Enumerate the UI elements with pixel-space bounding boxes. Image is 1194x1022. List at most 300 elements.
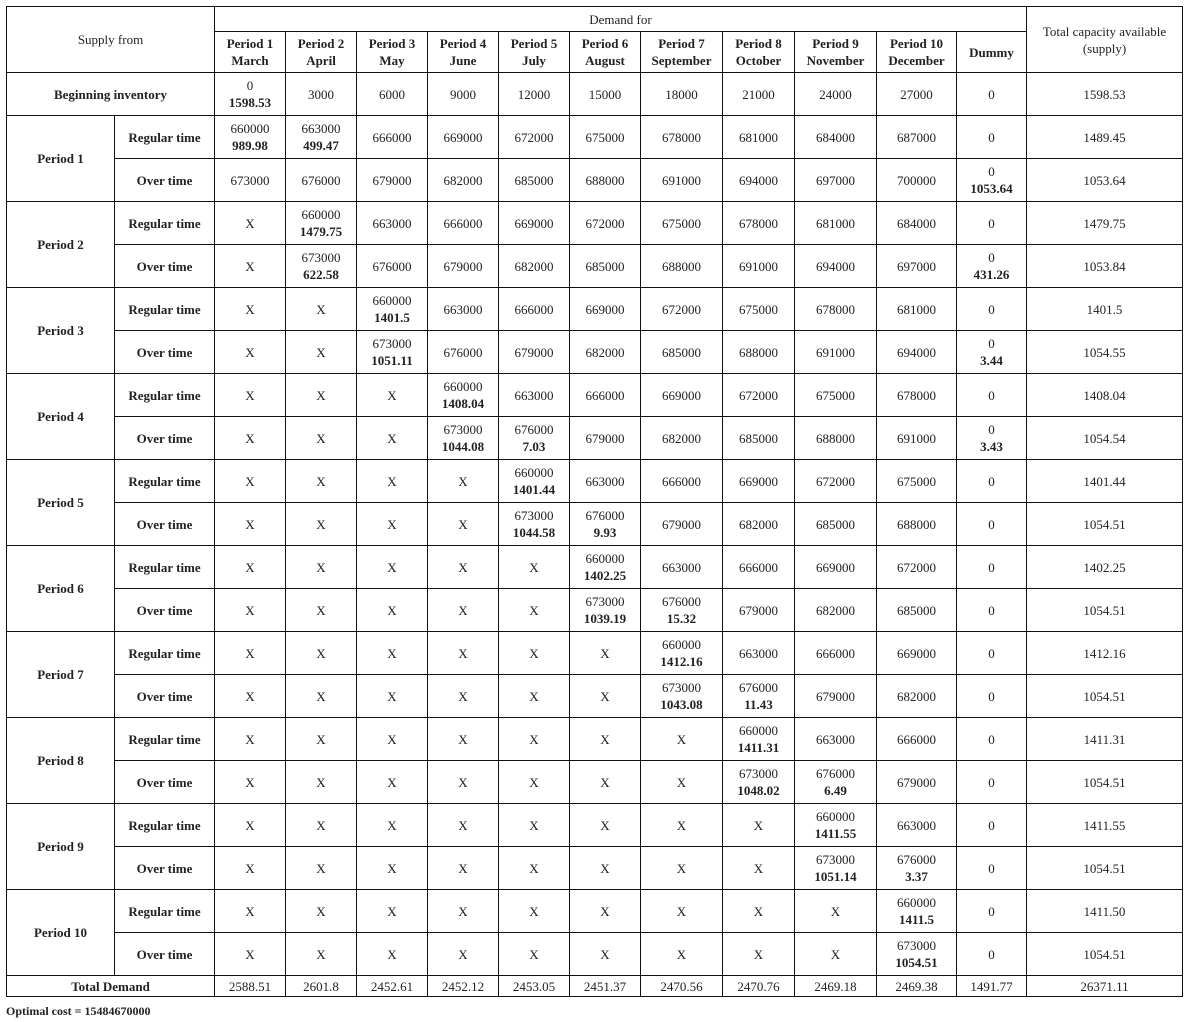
column-header: [215, 32, 286, 73]
column-header: [428, 32, 499, 73]
supply-row: [7, 718, 1183, 761]
unit-cost: X: [245, 344, 255, 360]
allocation-value: 1408.04: [441, 396, 485, 411]
unit-cost: 21000: [742, 86, 775, 102]
unit-cost: X: [600, 903, 610, 919]
cost-cell: [286, 847, 357, 890]
demand-total-cell: 1491.77: [957, 976, 1027, 997]
cost-cell: [286, 933, 357, 976]
cost-cell: [723, 589, 795, 632]
unit-cost: 660000: [897, 895, 936, 910]
unit-cost: 679000: [514, 344, 554, 360]
cost-cell: [428, 675, 499, 718]
unit-cost: X: [316, 903, 326, 919]
cost-cell: [357, 159, 428, 202]
cost-cell: [957, 159, 1027, 202]
demand-total-cell: 2452.61: [357, 976, 428, 997]
column-period-label: Period 10: [889, 36, 944, 51]
cost-cell: [723, 374, 795, 417]
cost-cell: [357, 202, 428, 245]
cost-cell: [499, 374, 570, 417]
cost-cell: [641, 890, 723, 933]
unit-cost: X: [387, 516, 397, 532]
unit-cost: 688000: [585, 172, 625, 188]
cost-cell: [877, 933, 957, 976]
unit-cost: 682000: [739, 516, 778, 532]
cost-cell: [286, 374, 357, 417]
unit-cost: 682000: [514, 258, 554, 274]
cost-cell: [428, 374, 499, 417]
unit-cost: X: [676, 817, 687, 833]
cost-cell: [877, 503, 957, 546]
unit-cost: 697000: [816, 172, 855, 188]
unit-cost: 660000: [301, 207, 341, 222]
capacity-cell: 1401.44: [1027, 460, 1183, 503]
cost-cell: [286, 632, 357, 675]
cost-cell: [570, 546, 641, 589]
unit-cost: 669000: [897, 645, 936, 661]
cost-cell: [215, 460, 286, 503]
cost-cell: [215, 933, 286, 976]
cost-cell: [795, 718, 877, 761]
unit-cost: 676000: [301, 172, 341, 188]
unit-cost: X: [245, 860, 255, 876]
unit-cost: 0: [988, 336, 995, 351]
unit-cost: X: [387, 817, 397, 833]
cost-cell: [215, 374, 286, 417]
cost-cell: [499, 546, 570, 589]
supply-row: [7, 288, 1183, 331]
unit-cost: 660000: [443, 379, 483, 394]
cost-cell: [723, 933, 795, 976]
cost-cell: [723, 546, 795, 589]
column-month-label: June: [449, 53, 477, 68]
unit-cost: 660000: [372, 293, 412, 308]
unit-cost: 685000: [585, 258, 625, 274]
cost-cell: [877, 632, 957, 675]
cost-cell: [357, 374, 428, 417]
demand-total-cell: 2470.76: [723, 976, 795, 997]
allocation-value: 1054.51: [895, 955, 938, 970]
unit-cost: X: [245, 688, 255, 704]
unit-cost: 678000: [897, 387, 936, 403]
cost-cell: [570, 116, 641, 159]
unit-cost: X: [830, 946, 841, 962]
unit-cost: 0: [988, 602, 995, 618]
cost-cell: [957, 804, 1027, 847]
cost-cell: [499, 804, 570, 847]
unit-cost: 0: [988, 817, 995, 833]
cost-cell: [499, 890, 570, 933]
unit-cost: X: [676, 731, 687, 747]
unit-cost: 685000: [816, 516, 855, 532]
column-month-label: September: [651, 53, 712, 68]
unit-cost: 666000: [662, 473, 701, 489]
allocation-value: 1044.08: [441, 439, 485, 454]
cost-cell: [877, 331, 957, 374]
cost-cell: [570, 73, 641, 116]
unit-cost: 688000: [897, 516, 936, 532]
demand-total-cell: 2469.38: [877, 976, 957, 997]
demand-total-cell: 2601.8: [286, 976, 357, 997]
unit-cost: X: [753, 903, 764, 919]
cost-cell: [877, 761, 957, 804]
unit-cost: 681000: [739, 129, 778, 145]
allocation-value: 11.43: [744, 697, 773, 712]
allocation-value: 1411.5: [898, 912, 935, 927]
unit-cost: 679000: [897, 774, 936, 790]
unit-cost: X: [753, 946, 764, 962]
unit-cost: 675000: [662, 215, 701, 231]
unit-cost: 672000: [816, 473, 855, 489]
cost-cell: [723, 804, 795, 847]
allocation-value: 1411.31: [737, 740, 780, 755]
unit-cost: X: [316, 731, 326, 747]
demand-total-cell: 2451.37: [570, 976, 641, 997]
cost-cell: [428, 589, 499, 632]
allocation-value: 1479.75: [299, 224, 343, 239]
cost-cell: [215, 503, 286, 546]
cost-cell: [286, 503, 357, 546]
cost-cell: [641, 288, 723, 331]
demand-total-cell: 2453.05: [499, 976, 570, 997]
cost-cell: [641, 245, 723, 288]
cost-cell: [286, 675, 357, 718]
unit-cost: 663000: [897, 817, 936, 833]
allocation-value: 1043.08: [660, 697, 703, 712]
cost-cell: [723, 159, 795, 202]
unit-cost: 682000: [816, 602, 855, 618]
unit-cost: 0: [988, 688, 995, 704]
cost-cell: [957, 202, 1027, 245]
time-type-label: Regular time: [115, 460, 215, 503]
allocation-value: 431.26: [973, 267, 1010, 282]
unit-cost: X: [245, 903, 255, 919]
allocation-value: 1048.02: [737, 783, 780, 798]
time-type-label: Regular time: [115, 718, 215, 761]
unit-cost: X: [316, 602, 326, 618]
unit-cost: X: [529, 946, 539, 962]
unit-cost: 0: [988, 903, 995, 919]
cost-cell: [957, 546, 1027, 589]
cost-cell: [795, 503, 877, 546]
allocation-value: 3.43: [980, 439, 1003, 454]
cost-cell: [286, 460, 357, 503]
cost-cell: [641, 503, 723, 546]
unit-cost: 663000: [662, 559, 701, 575]
cost-cell: [499, 288, 570, 331]
unit-cost: X: [529, 731, 539, 747]
unit-cost: X: [316, 860, 326, 876]
transportation-table: [6, 6, 1183, 997]
cost-cell: [723, 116, 795, 159]
cost-cell: [499, 933, 570, 976]
unit-cost: X: [676, 903, 687, 919]
cost-cell: [215, 417, 286, 460]
unit-cost: 691000: [662, 172, 701, 188]
unit-cost: 673000: [585, 594, 625, 609]
cost-cell: [570, 202, 641, 245]
column-period-label: Dummy: [969, 44, 1014, 60]
unit-cost: 663000: [372, 215, 412, 231]
unit-cost: 685000: [514, 172, 554, 188]
cost-cell: [795, 847, 877, 890]
cost-cell: [877, 288, 957, 331]
cost-cell: [215, 675, 286, 718]
capacity-cell: 1412.16: [1027, 632, 1183, 675]
cost-cell: [570, 503, 641, 546]
unit-cost: X: [245, 817, 255, 833]
cost-cell: [957, 73, 1027, 116]
unit-cost: X: [387, 473, 397, 489]
unit-cost: X: [316, 688, 326, 704]
period-label: Period 4: [7, 374, 115, 460]
cost-cell: [357, 761, 428, 804]
column-month-label: April: [306, 53, 336, 68]
unit-cost: 660000: [230, 121, 270, 136]
total-demand-row: [7, 976, 1183, 997]
cost-cell: [499, 331, 570, 374]
cost-cell: [499, 718, 570, 761]
cost-cell: [570, 374, 641, 417]
allocation-value: 1401.44: [512, 482, 556, 497]
time-type-label: Over time: [115, 761, 215, 804]
unit-cost: X: [458, 473, 468, 489]
unit-cost: 663000: [585, 473, 625, 489]
supply-row: [7, 331, 1183, 374]
cost-cell: [957, 460, 1027, 503]
cost-cell: [957, 890, 1027, 933]
unit-cost: X: [316, 559, 326, 575]
unit-cost: X: [600, 774, 610, 790]
cost-cell: [428, 718, 499, 761]
cost-cell: [570, 159, 641, 202]
cost-cell: [723, 718, 795, 761]
cost-cell: [570, 589, 641, 632]
cost-cell: [357, 116, 428, 159]
cost-cell: [877, 116, 957, 159]
unit-cost: X: [458, 516, 468, 532]
demand-total-cell: 2470.56: [641, 976, 723, 997]
column-month-label: August: [585, 53, 625, 68]
cost-cell: [957, 374, 1027, 417]
beginning-inventory-row: [7, 73, 1183, 116]
cost-cell: [957, 847, 1027, 890]
column-month-label: July: [522, 53, 546, 68]
unit-cost: 672000: [739, 387, 778, 403]
cost-cell: [641, 159, 723, 202]
unit-cost: 691000: [739, 258, 778, 274]
unit-cost: 679000: [662, 516, 701, 532]
unit-cost: 688000: [739, 344, 778, 360]
cost-cell: [795, 73, 877, 116]
unit-cost: 673000: [230, 172, 270, 188]
unit-cost: 663000: [443, 301, 483, 317]
cost-cell: [795, 632, 877, 675]
unit-cost: 684000: [816, 129, 855, 145]
unit-cost: X: [245, 301, 255, 317]
unit-cost: 678000: [739, 215, 778, 231]
period-label: Period 2: [7, 202, 115, 288]
cost-cell: [286, 245, 357, 288]
unit-cost: X: [458, 559, 468, 575]
period-label: Period 9: [7, 804, 115, 890]
column-header: [957, 32, 1027, 73]
unit-cost: 669000: [443, 129, 483, 145]
cost-cell: [641, 202, 723, 245]
capacity-cell: 1402.25: [1027, 546, 1183, 589]
column-header: [723, 32, 795, 73]
unit-cost: X: [245, 946, 255, 962]
unit-cost: X: [676, 774, 687, 790]
cost-cell: [570, 632, 641, 675]
cost-cell: [570, 804, 641, 847]
unit-cost: X: [458, 817, 468, 833]
cost-cell: [723, 675, 795, 718]
time-type-label: Over time: [115, 847, 215, 890]
unit-cost: 673000: [514, 508, 554, 523]
column-header: [795, 32, 877, 73]
unit-cost: 685000: [739, 430, 778, 446]
allocation-value: 3.44: [980, 353, 1003, 368]
cost-cell: [499, 202, 570, 245]
unit-cost: X: [676, 946, 687, 962]
unit-cost: 700000: [897, 172, 936, 188]
unit-cost: X: [458, 688, 468, 704]
cost-cell: [428, 890, 499, 933]
allocation-value: 9.93: [593, 525, 617, 540]
cost-cell: [357, 245, 428, 288]
column-period-label: Period 3: [368, 36, 416, 51]
unit-cost: 675000: [585, 129, 625, 145]
unit-cost: 673000: [739, 766, 778, 781]
capacity-cell: 1408.04: [1027, 374, 1183, 417]
cost-cell: [215, 890, 286, 933]
unit-cost: X: [245, 430, 255, 446]
cost-cell: [428, 503, 499, 546]
cost-cell: [215, 761, 286, 804]
cost-cell: [499, 460, 570, 503]
cost-cell: [723, 890, 795, 933]
unit-cost: 0: [988, 301, 995, 317]
cost-cell: [428, 73, 499, 116]
cost-cell: [641, 847, 723, 890]
cost-cell: [723, 245, 795, 288]
unit-cost: 694000: [897, 344, 936, 360]
unit-cost: X: [245, 473, 255, 489]
unit-cost: X: [387, 559, 397, 575]
cost-cell: [286, 116, 357, 159]
unit-cost: X: [676, 860, 687, 876]
unit-cost: X: [387, 688, 397, 704]
unit-cost: 669000: [662, 387, 701, 403]
capacity-cell: 1054.51: [1027, 933, 1183, 976]
supply-row: [7, 632, 1183, 675]
cost-cell: [215, 159, 286, 202]
column-month-label: November: [806, 53, 865, 68]
unit-cost: 676000: [372, 258, 412, 274]
unit-cost: 675000: [816, 387, 855, 403]
cost-cell: [570, 718, 641, 761]
cost-cell: [357, 718, 428, 761]
unit-cost: X: [529, 817, 539, 833]
unit-cost: X: [458, 774, 468, 790]
cost-cell: [570, 288, 641, 331]
unit-cost: X: [753, 817, 764, 833]
unit-cost: 679000: [372, 172, 412, 188]
total-capacity-header: Total capacity available (supply): [1027, 7, 1183, 73]
cost-cell: [215, 847, 286, 890]
cost-cell: [286, 546, 357, 589]
unit-cost: X: [600, 946, 610, 962]
unit-cost: 27000: [900, 86, 933, 102]
cost-cell: [641, 460, 723, 503]
cost-cell: [570, 417, 641, 460]
cost-cell: [286, 159, 357, 202]
unit-cost: 682000: [585, 344, 625, 360]
unit-cost: X: [600, 645, 610, 661]
demand-total-cell: 2469.18: [795, 976, 877, 997]
capacity-cell: 1489.45: [1027, 116, 1183, 159]
unit-cost: 0: [988, 387, 995, 403]
time-type-label: Over time: [115, 159, 215, 202]
time-type-label: Regular time: [115, 632, 215, 675]
cost-cell: [499, 761, 570, 804]
supply-row: [7, 202, 1183, 245]
cost-cell: [499, 632, 570, 675]
unit-cost: X: [387, 602, 397, 618]
unit-cost: 687000: [897, 129, 936, 145]
supply-row: [7, 761, 1183, 804]
unit-cost: 0: [988, 559, 995, 575]
unit-cost: 673000: [816, 852, 855, 867]
column-header: [877, 32, 957, 73]
capacity-cell: 1598.53: [1027, 73, 1183, 116]
unit-cost: 669000: [514, 215, 554, 231]
cost-cell: [428, 331, 499, 374]
cost-cell: [215, 546, 286, 589]
unit-cost: 682000: [897, 688, 936, 704]
cost-cell: [499, 589, 570, 632]
unit-cost: X: [458, 731, 468, 747]
unit-cost: 672000: [897, 559, 936, 575]
capacity-cell: 1411.50: [1027, 890, 1183, 933]
cost-cell: [877, 73, 957, 116]
period-label: Period 6: [7, 546, 115, 632]
time-type-label: Over time: [115, 933, 215, 976]
cost-cell: [357, 417, 428, 460]
cost-cell: [215, 718, 286, 761]
cost-cell: [641, 675, 723, 718]
cost-cell: [723, 847, 795, 890]
cost-cell: [428, 245, 499, 288]
unit-cost: X: [316, 473, 326, 489]
cost-cell: [286, 288, 357, 331]
time-type-label: Over time: [115, 589, 215, 632]
column-period-label: Period 8: [735, 36, 782, 51]
time-type-label: Over time: [115, 503, 215, 546]
cost-cell: [795, 116, 877, 159]
allocation-value: 1402.25: [583, 568, 627, 583]
cost-cell: [957, 417, 1027, 460]
unit-cost: X: [529, 602, 539, 618]
unit-cost: 691000: [816, 344, 855, 360]
cost-cell: [641, 632, 723, 675]
cost-cell: [286, 589, 357, 632]
cost-cell: [428, 632, 499, 675]
supply-row: [7, 116, 1183, 159]
unit-cost: 666000: [816, 645, 855, 661]
